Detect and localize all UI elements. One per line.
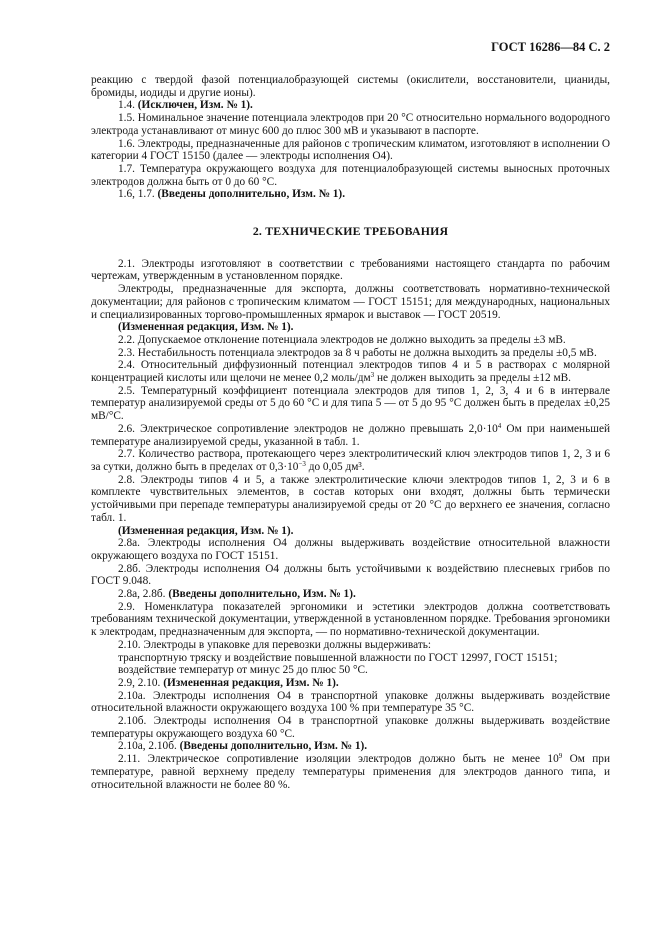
- clause-2-10b: 2.10б. Электроды исполнения О4 в транспортной упаковке должны выдерживать воздействие температуры окружающего воздуха 60 °С.: [91, 715, 610, 740]
- clause-2-3: 2.3. Нестабильность потенциала электродов за 8 ч работы не должна выходить за пределы ±0,5 мВ.: [118, 346, 597, 359]
- clause-2-5: 2.5. Температурный коэффициент потенциала электродов для типов 1, 2, 3, 4 и 6 в интервале температур анализируемой среды от 5 до 60 °С и для типа 5 — от 5 до 95 °С должен быть в пределах ±0,25 мВ/°С.: [91, 384, 610, 423]
- clause-number: 2.10а, 2.10б.: [118, 740, 177, 753]
- amendment-note: (Измененная редакция, Изм. № 1).: [118, 321, 294, 334]
- amendment-2-9-2-10: [91, 677, 610, 690]
- clause-text: 2.11. Электрическое сопротивление изоляции электродов должно быть не менее 10: [118, 753, 559, 766]
- clause-2-10-item-1: транспортную тряску и воздействие повышенной влажности по ГОСТ 12997, ГОСТ 15151;: [118, 651, 558, 664]
- clause-1-7: 1.7. Температура окружающего воздуха для потенциалобразующей системы выносных проточных электродов должна быть от 0 до 60 °С.: [91, 162, 610, 188]
- superscript: 4: [497, 421, 502, 430]
- clause-text: Ом при наименьшей температуре анализируемой среды, указанной в табл. 1.: [91, 422, 610, 448]
- amendment-note: (Введены дополнительно, Изм. № 1).: [168, 588, 356, 601]
- amendment-2-8a-2-8b: [91, 588, 610, 601]
- clause-number: 2.9, 2.10.: [118, 676, 161, 689]
- amendment-1-6-1-7: [91, 188, 610, 201]
- clause-2-1: 2.1. Электроды изготовляют в соответствии с требованиями настоящего стандарта по рабочим чертежам, утвержденным в установленном порядке.: [91, 257, 610, 283]
- superscript: 3: [370, 371, 375, 380]
- clause-number: 1.4.: [118, 99, 135, 112]
- clause-text: не должен выходить за пределы ±12 мВ.: [374, 372, 571, 385]
- paragraph-continuation: реакцию с твердой фазой потенциалобразующей системы (окислители, восстановители, цианиды, бромиды, иодиды и другие ионы).: [91, 74, 610, 99]
- superscript: −3: [298, 459, 306, 468]
- clause-2-10: 2.10. Электроды в упаковке для перевозки должны выдерживать:: [118, 638, 432, 651]
- clause-2-10-item-2: воздействие температур от минус 25 до плюс 50 °С.: [118, 664, 368, 677]
- clause-text: 2.4. Относительный диффузионный потенциал электродов типов 4 и 5 в растворах с молярной концентрацией кислоты или щелочи не менее 0,2 моль/дм: [91, 359, 610, 385]
- superscript: 9: [558, 752, 563, 761]
- clause-2-6: [91, 423, 610, 448]
- clause-1-6: 1.6. Электроды, предназначенные для районов с тропическим климатом, изготовляют в исполнении О категории 4 ГОСТ 15150 (далее — электроды исполнения О4).: [91, 137, 610, 163]
- amendment-2-10a-2-10b: [91, 740, 610, 753]
- amendment-note: (Измененная редакция, Изм. № 1).: [163, 676, 339, 689]
- clause-2-10a: 2.10а. Электроды исполнения О4 в транспортной упаковке должны выдерживать воздействие относительной влажности окружающего воздуха 100 % при температуре 35 °С.: [91, 689, 610, 715]
- clause-1-4: [91, 99, 610, 112]
- clause-2-8: 2.8. Электроды типов 4 и 5, а также электролитические ключи электродов типов 1, 2, 3 и 6 в комплекте чувствительных элементов, в состав которых они входят, должны быть термически устойчивыми при перепаде температуры анализируемой среды от 20 °С до верхнего ее значения, согласно табл. 1.: [91, 473, 610, 524]
- section-title: 2. ТЕХНИЧЕСКИЕ ТРЕБОВАНИЯ: [252, 224, 449, 239]
- clause-2-7: [91, 448, 610, 473]
- clause-text: Ом при температуре, равной верхнему пределу температуры применения для электродов данного типа, и относительной влажности не более 80 %.: [91, 753, 611, 791]
- clause-text: до 0,05 дм³.: [305, 460, 365, 473]
- amendment-note: (Введены дополнительно, Изм. № 1).: [179, 740, 368, 753]
- clause-2-2: 2.2. Допускаемое отклонение потенциала электродов не должно выходить за пределы ±3 мВ.: [118, 333, 566, 346]
- clause-2-8b: 2.8б. Электроды исполнения О4 должны быть устойчивыми к воздействию плесневых грибов по ГОСТ 9.048.: [91, 562, 610, 588]
- amendment-note: (Исключен, Изм. № 1).: [137, 99, 253, 112]
- clause-2-11: [91, 753, 610, 791]
- clause-2-1-export: Электроды, предназначенные для экспорта, должны соответствовать нормативно-технической документации; для районов с тропическим климатом — ГОСТ 15151; для международных, национальных и специализированных торгово-промышленных ярмарок и выставок — ГОСТ 20519.: [91, 283, 610, 321]
- page-header: ГОСТ 16286—84 С. 2: [491, 40, 610, 54]
- clause-2-9: 2.9. Номенклатура показателей эргономики и эстетики электродов должна соответствовать требованиям технической документации, утвержденной в установленном порядке. Требования эргономики к электродам, предназначенным для экспорта, — по нормативно-технической документации.: [91, 600, 610, 639]
- clause-2-8a: 2.8а. Электроды исполнения О4 должны выдерживать воздействие относительной влажности окружающего воздуха по ГОСТ 15151.: [91, 537, 610, 562]
- clause-1-5: 1.5. Номинальное значение потенциала электродов при 20 °С относительно нормального водородного электрода устанавливают от минус 600 до плюс 300 мВ и указывают в паспорте.: [91, 112, 610, 137]
- clause-number: 1.6, 1.7.: [118, 188, 155, 201]
- clause-text: 2.6. Электрическое сопротивление электродов не должно превышать 2,0·10: [118, 422, 498, 435]
- clause-2-4: [91, 359, 610, 384]
- amendment-note: (Измененная редакция, Изм. № 1).: [118, 524, 294, 537]
- amendment-note: (Введены дополнительно, Изм. № 1).: [157, 188, 346, 201]
- clause-number: 2.8а, 2.8б.: [118, 588, 166, 601]
- clause-text: 2.7. Количество раствора, протекающего через электролитический ключ электродов типов 1, 2, 3 и 6 за сутки, должно быть в пределах от 0,3·10: [91, 448, 610, 473]
